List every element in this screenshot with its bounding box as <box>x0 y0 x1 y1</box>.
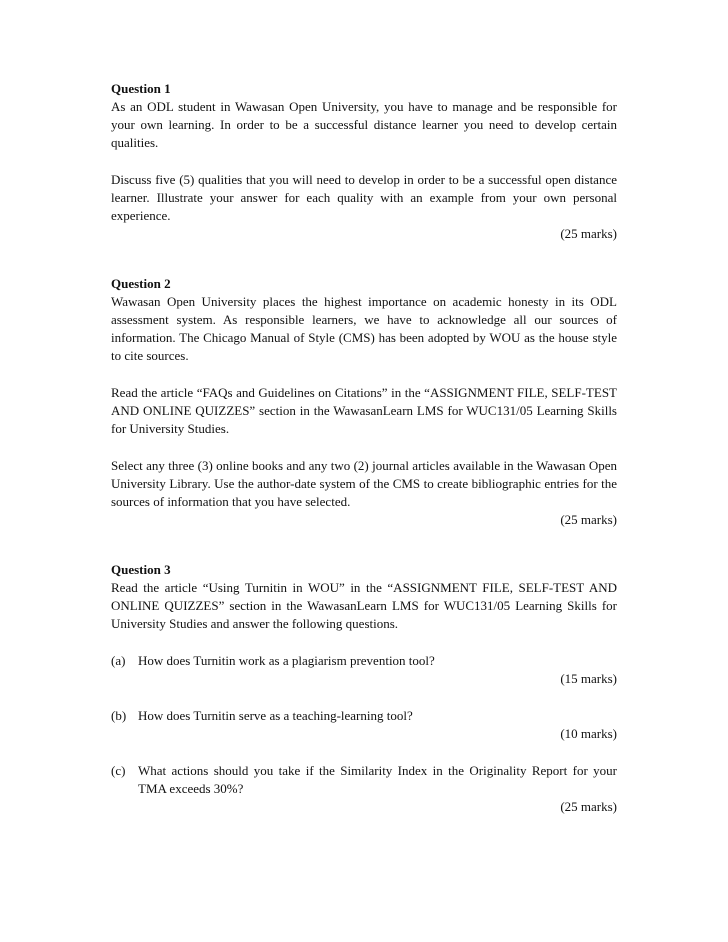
marks-label: (25 marks) <box>560 226 617 241</box>
subquestion-text: How does Turnitin work as a plagiarism prevention tool? <box>138 653 435 668</box>
subquestion-label: (b) <box>111 708 127 723</box>
question-paragraph: Read the article “Using Turnitin in WOU” in the “ASSIGNMENT FILE, SELF-TEST AND ONLINE QUIZZES” section in the WawasanLearn LMS for WUC131/05 Learning Skills for University Studies and answer the following questions. <box>111 580 617 631</box>
question-title: Question 3 <box>111 562 171 577</box>
question-2 <box>111 275 617 529</box>
question-paragraph: Discuss five (5) qualities that you will need to develop in order to be a successful open distance learner. Illustrate your answer for each quality with an example from your own personal experience. <box>111 172 617 223</box>
marks-label: (15 marks) <box>560 671 617 686</box>
question-paragraph: As an ODL student in Wawasan Open University, you have to manage and be responsible for your own learning. In order to be a successful distance learner you need to develop certain qualities. <box>111 99 617 150</box>
question-paragraph: Wawasan Open University places the highest importance on academic honesty in its ODL assessment system. As responsible learners, we have to acknowledge all our sources of information. The Chicago Manual of Style (CMS) has been adopted by WOU as the house style to cite sources. <box>111 294 617 363</box>
subquestion-text: What actions should you take if the Similarity Index in the Originality Report for your TMA exceeds 30%? <box>138 763 617 796</box>
subquestion-label: (a) <box>111 653 126 668</box>
subquestion-c <box>111 762 617 816</box>
marks-label: (25 marks) <box>560 799 617 814</box>
marks-label: (25 marks) <box>560 512 617 527</box>
question-title: Question 1 <box>111 81 171 96</box>
question-paragraph: Read the article “FAQs and Guidelines on Citations” in the “ASSIGNMENT FILE, SELF-TEST AND ONLINE QUIZZES” section in the WawasanLearn LMS for WUC131/05 Learning Skills for University Studies. <box>111 385 617 436</box>
subquestion-a <box>111 652 617 688</box>
subquestion-b <box>111 707 617 743</box>
document-content <box>111 80 617 816</box>
marks-label: (10 marks) <box>560 726 617 741</box>
question-title: Question 2 <box>111 276 171 291</box>
subquestion-label: (c) <box>111 763 126 778</box>
question-1 <box>111 80 617 243</box>
question-paragraph: Select any three (3) online books and any two (2) journal articles available in the Wawasan Open University Library. Use the author-date system of the CMS to create bibliographic entries for the sources of information that you have selected. <box>111 458 617 509</box>
question-3 <box>111 561 617 816</box>
subquestion-text: How does Turnitin serve as a teaching-learning tool? <box>138 708 413 723</box>
